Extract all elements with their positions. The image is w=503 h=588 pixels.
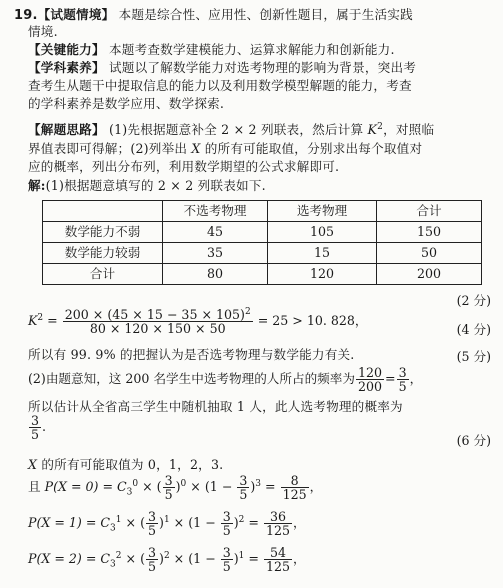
- estimate-fraction: [29, 414, 41, 441]
- p2-mid1: × (: [121, 551, 145, 566]
- approach-x: X: [191, 141, 201, 156]
- p0-lhs: P(X = 0) = C: [44, 479, 127, 494]
- p2-sub: 3: [110, 559, 116, 570]
- part2-line: [28, 366, 422, 393]
- ratio-fraction: [397, 366, 409, 393]
- approach-line-3: [28, 158, 493, 175]
- p1-eq: =: [244, 515, 263, 530]
- ability-text: 本题考查数学建模能力、运算求解能力和创新能力.: [108, 42, 395, 57]
- p2-frac-b: [221, 546, 233, 573]
- contingency-table: [42, 200, 482, 285]
- p0-a-den: 5: [164, 487, 173, 502]
- approach-tag: 【解题思路】: [28, 122, 105, 137]
- table-cell: 45: [163, 222, 268, 243]
- approach-line-1: [28, 121, 493, 138]
- approach-line-2: [28, 140, 493, 157]
- part2-eq: =: [385, 371, 396, 386]
- score-6: (6 分): [456, 433, 491, 448]
- p0-sup: 0: [132, 478, 139, 489]
- p0-mid1: × (: [138, 479, 162, 494]
- p1-a-den: 5: [148, 523, 157, 538]
- p2-lhs: P(X = 2) = C: [28, 551, 111, 566]
- estimate-num: 3: [31, 413, 40, 428]
- p2-line: $P(X = 2) = C_3^2$ × ( $\frac{3}{5}$ )$^2$ × (1 − $\frac{3}{5}$ )$^1$ = $\frac{54}{125}$ ，: [28, 545, 306, 574]
- p0-prefix: 且: [28, 479, 45, 494]
- p1-b-den: 5: [222, 523, 231, 538]
- p2-r-den: 125: [265, 559, 290, 574]
- k2-fraction: [63, 308, 253, 335]
- table-header-row: [43, 201, 482, 222]
- conclusion-1-text: 所以有 99. 9% 的把握认为是否选考物理与数学能力有关.: [28, 347, 355, 362]
- table-cell: 200: [377, 264, 482, 285]
- table-header-cell: 不选考物理: [163, 201, 268, 222]
- literacy-text-1: 试题以了解数学能力对选考物理的影响为背景，突出考: [108, 60, 417, 75]
- p2-pow2: 1: [238, 550, 245, 561]
- literacy-text-2: 查考生从题干中提取信息的能力以及利用数学模型解题的能力，考查: [28, 78, 412, 93]
- freq-num: 120: [357, 365, 382, 380]
- estimate-prob: [28, 414, 46, 441]
- p2-frac-a: [146, 546, 158, 573]
- estimate-period: .: [42, 419, 47, 434]
- estimate-den: 5: [31, 427, 40, 442]
- approach-k-sq: 2: [377, 121, 384, 132]
- table-cell: 150: [377, 222, 482, 243]
- p1-sub: 3: [110, 523, 116, 534]
- table-cell: 80: [163, 264, 268, 285]
- table-cell: 数学能力不弱: [43, 222, 163, 243]
- p0-frac-a: [163, 474, 175, 501]
- solution-start-text: (1)根据题意填写的 2 × 2 列联表如下.: [45, 178, 266, 193]
- literacy-tag: 【学科素养】: [28, 60, 105, 75]
- table-row: [43, 264, 482, 285]
- p0-line: 且 $P(X = 0) = C_3^0$ × ( $\frac{3}{5}$ )$^0$ × (1 − $\frac{3}{5}$ )$^3$ = $\frac{8}{125}$ ，: [28, 473, 323, 502]
- table-cell: 105: [268, 222, 377, 243]
- table-header-cell: 合计: [377, 201, 482, 222]
- p0-sub: 3: [126, 487, 133, 498]
- intro-tag: 【试题情境】: [37, 7, 115, 22]
- p0-pow2: 3: [255, 478, 261, 489]
- table-cell: 120: [268, 264, 377, 285]
- literacy-line-1: [28, 59, 493, 76]
- part2-comma: ，: [409, 371, 423, 386]
- p2-pow1: 2: [163, 550, 170, 561]
- table-header-cell: 选考物理: [268, 201, 377, 222]
- k2-numerator: [63, 308, 253, 322]
- p1-b-num: 3: [222, 509, 231, 524]
- p0-r-den: 125: [282, 487, 307, 502]
- p1-line: $P(X = 1) = C_3^1$ × ( $\frac{3}{5}$ )$^1$ × (1 − $\frac{3}{5}$ )$^2$ = $\frac{36}{125}$ ，: [28, 509, 306, 538]
- p1-lhs: P(X = 1) = C: [28, 515, 111, 530]
- k2-formula: [28, 308, 368, 335]
- p1-result: [264, 510, 292, 537]
- solution-start: [28, 177, 493, 194]
- p1-frac-b: [221, 510, 233, 537]
- literacy-text-3: 的学科素养是数学应用、数学探索.: [28, 96, 225, 111]
- table-row: [43, 222, 482, 243]
- conclusion-1: [28, 346, 493, 363]
- freq-fraction: [356, 366, 384, 393]
- estimate-line: [28, 398, 493, 415]
- score-4: (4 分): [456, 322, 491, 337]
- p2-sup: 2: [115, 550, 122, 561]
- p0-end: ，: [309, 479, 323, 494]
- p1-mid1: × (: [121, 515, 145, 530]
- p2-result: [264, 546, 292, 573]
- k2-eq: =: [47, 313, 58, 328]
- p2-a-den: 5: [148, 559, 157, 574]
- table-cell: 35: [163, 243, 268, 264]
- literacy-line-2: [28, 77, 493, 94]
- p0-r-num: 8: [281, 474, 309, 488]
- p2-eq: =: [244, 551, 263, 566]
- intro-line-2: [28, 23, 493, 40]
- values-text: 的所有可能取值为 0，1，2，3.: [37, 457, 224, 472]
- ratio-num: 3: [398, 365, 407, 380]
- score-5: (5 分): [456, 349, 491, 364]
- k2-denominator: 80 × 120 × 150 × 50: [89, 321, 226, 336]
- p2-end: ，: [293, 551, 306, 566]
- table-cell: 合计: [43, 264, 163, 285]
- p1-frac-a: [146, 510, 158, 537]
- table-row: [43, 243, 482, 264]
- part2-text: (2)由题意知，这 200 名学生中选考物理的人所占的频率为: [28, 371, 355, 386]
- solution-label: 解:: [28, 178, 46, 193]
- k2-result: = 25 > 10. 828，: [257, 313, 368, 328]
- p1-pow1: 1: [163, 514, 170, 525]
- ability-line: [28, 41, 493, 58]
- p1-end: ，: [293, 515, 306, 530]
- p1-pow2: 2: [238, 514, 245, 525]
- k2-lhs: K: [28, 313, 38, 328]
- p1-sup: 1: [115, 514, 122, 525]
- k2-num-sq: 2: [244, 306, 251, 317]
- p0-b-num: 3: [239, 473, 248, 488]
- ability-tag: 【关键能力】: [28, 42, 105, 57]
- intro-line-1: [14, 6, 493, 24]
- approach-text-2a: 界值表即可得解；(2)列举出: [28, 141, 192, 156]
- p2-mid2: × (1 −: [169, 551, 220, 566]
- freq-den: 200: [357, 379, 382, 394]
- score-2: (2 分): [456, 293, 491, 308]
- intro-text-1: 本题是综合性、应用性、创新性题目，属于生活实践: [118, 7, 413, 22]
- ratio-den: 5: [398, 379, 407, 394]
- p0-a-num: 3: [164, 473, 173, 488]
- approach-text-3: 应的概率，列出分布列，利用数学期望的公式求解即可.: [28, 159, 340, 174]
- p0-frac-b: [237, 474, 249, 501]
- approach-k: K: [367, 122, 378, 137]
- intro-text-2: 情境.: [28, 24, 58, 39]
- p1-r-den: 125: [265, 523, 290, 538]
- approach-text-1a: (1)先根据题意补全 2 × 2 列联表，然后计算: [108, 122, 368, 137]
- p0-b-den: 5: [239, 487, 248, 502]
- table-cell: 15: [268, 243, 377, 264]
- problem-number: 19.: [14, 8, 38, 23]
- k2-numerator-text: 200 × (45 × 15 − 35 × 105): [64, 307, 245, 322]
- p2-a-num: 3: [148, 545, 157, 560]
- estimate-text: 所以估计从全省高三学生中随机抽取 1 人，此人选考物理的概率为: [28, 399, 403, 414]
- p0-pow1: 0: [180, 478, 187, 489]
- literacy-line-3: [28, 95, 493, 112]
- p2-b-num: 3: [222, 545, 231, 560]
- p0-result: [281, 474, 309, 501]
- p1-mid2: × (1 −: [169, 515, 220, 530]
- values-x: X: [28, 457, 38, 472]
- p0-mid2: × (1 −: [186, 479, 237, 494]
- p1-r-num: 36: [264, 510, 292, 524]
- p2-b-den: 5: [222, 559, 231, 574]
- k2-lhs-sq: 2: [37, 312, 44, 323]
- p2-r-num: 54: [264, 546, 292, 560]
- table-cell: 数学能力较弱: [43, 243, 163, 264]
- p0-eq: =: [261, 479, 280, 494]
- table-cell: 50: [377, 243, 482, 264]
- table-header-cell: [43, 201, 163, 222]
- approach-text-2b: 的所有可能取值，分别求出每个取值对: [200, 141, 423, 156]
- values-line: [28, 456, 493, 473]
- approach-text-1b: ，对照临: [383, 122, 435, 137]
- p1-a-num: 3: [148, 509, 157, 524]
